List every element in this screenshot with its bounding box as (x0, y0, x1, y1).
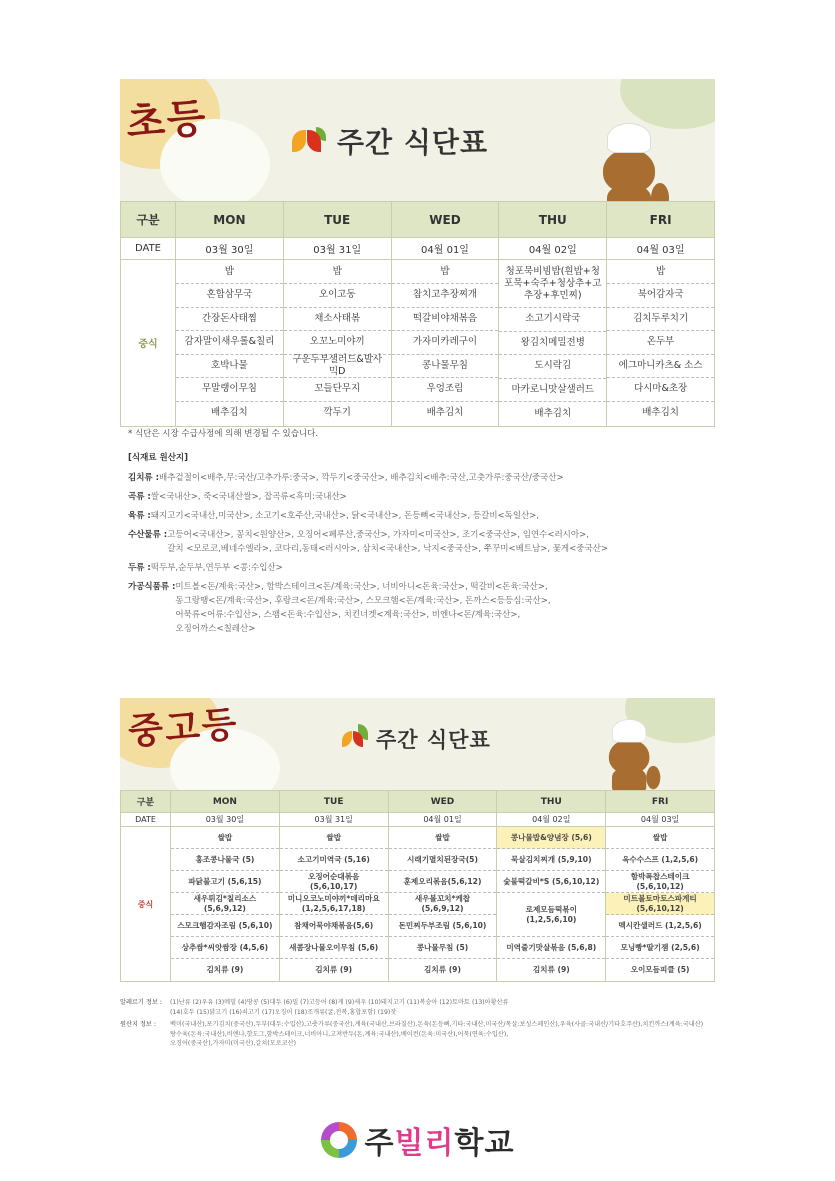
menu-logo (342, 724, 491, 754)
elementary-handwritten-label: 초등 (124, 94, 210, 147)
dish-item: 감자말이새우롤&칠리 (176, 331, 283, 355)
origin-detail: 돼지고기<국내산,미국산>, 소고기<호주산,국내산>, 닭<국내산>, 돈등뼈<국내산>, 등갈비<독일산>, (150, 511, 540, 521)
day-menu-cell (283, 260, 391, 427)
dish-item: 돈민찌두부조림 (5,6,10) (389, 915, 497, 937)
school-name-part: 빌리 (394, 1126, 455, 1161)
column-header: WED (388, 791, 497, 813)
dish-item: 혼합삼무국 (176, 284, 283, 308)
secondary-menu-table (120, 790, 715, 982)
dish-item: 새우튀김*칠리소스 (5,6,9,12) (171, 893, 279, 915)
menu-logo (292, 121, 488, 161)
school-name-part: 주 (364, 1126, 395, 1161)
dish-item: 묵살김치찌개 (5,9,10) (497, 849, 605, 871)
date-row (121, 238, 715, 260)
origin-detail: 배추겉절이<배추,무:국산/고추가루:중국>, 깍두기<중국산>, 배추김치<배추:국산,고춧가루:중국산/중국산> (159, 473, 564, 483)
dish-item: 미니오코노미야끼*데리마요(1,2,5,6,17,18) (280, 893, 388, 915)
dish-item: 오이모듬피클 (5) (630, 965, 690, 975)
dish-item: 김치류 (9) (532, 965, 570, 975)
dish-item: 오이고동 (284, 284, 391, 308)
dish-item: 마카로니맛살샐러드 (499, 379, 606, 403)
day-menu-cell (606, 827, 715, 982)
origin-row (128, 580, 708, 636)
dish-item: 에그마니카츠& 소스 (607, 355, 714, 379)
brand-ring-icon (321, 1122, 357, 1158)
dish-item: 미트볼토마토스파게티 (5,6,10,12) (606, 893, 714, 915)
dish-item: 배추김치 (426, 407, 464, 419)
lunch-row (121, 260, 715, 427)
elementary-notes (128, 427, 708, 641)
dish-item: 멕시칸샐러드 (1,2,5,6) (606, 915, 714, 937)
origin-detail: 떡두부,순두부,연두부 <콩:수입산> (150, 563, 283, 573)
date-cell: 04월 03일 (607, 238, 715, 260)
dish-item: 도시락김 (499, 355, 606, 379)
dish-item: 구운두부샐러드&발사믹D (284, 355, 391, 379)
origin-row (120, 1020, 715, 1049)
column-header: THU (499, 202, 607, 238)
origin-row (128, 490, 708, 504)
elementary-banner (120, 79, 715, 201)
dish-item: 호박나물 (176, 355, 283, 379)
dish-item: 밥 (607, 261, 714, 285)
dish-item: 참치고추장찌개 (392, 284, 499, 308)
elementary-menu-panel (120, 79, 715, 644)
day-menu-cell (279, 827, 388, 982)
page-title: 주간 식단표 (376, 728, 491, 752)
dish-item: 간장돈사태찜 (176, 308, 283, 332)
dish-item: 밥 (284, 261, 391, 285)
column-header: MON (176, 202, 284, 238)
dish-item: 함박폭찹스테이크 (5,6,10,12) (606, 871, 714, 893)
dish-item: 떡갈비야채볶음 (392, 308, 499, 332)
origin-row (128, 471, 708, 485)
allergy-row (120, 998, 715, 1017)
origin-category: 가공식품류 : (128, 582, 176, 592)
dish-item: 콩나물밥&양념장 (5,6) (497, 827, 605, 849)
dish-item: 새콤장나물오이무침 (5,6) (280, 937, 388, 959)
dish-item: 미역줄기맛살볶음 (5,6,8) (497, 937, 605, 959)
row-label: DATE (121, 238, 176, 260)
column-header: TUE (283, 202, 391, 238)
column-header: THU (497, 791, 606, 813)
origin-detail: 쌀<국내산>, 죽<국내산쌀>, 잡곡류<흑미:국내산> (150, 492, 347, 502)
dish-item: 쌀밥 (171, 827, 279, 849)
origin-category: 곡류 : (128, 492, 151, 502)
logo-leaf-icon (342, 731, 352, 747)
chef-bear-icon (595, 119, 675, 201)
allergy-label: 알레르기 정보 : (120, 999, 162, 1006)
origin-detail: 고등어<국내산>, 꽁치<원양산>, 오징어<페루산,중국산>, 가자미<미국산>, 조기<중국산>, 임연수<러시아>, 갈치 <모로코,베네수엘라>, 코다리,동태<러시아>, 삼치<국내산>, 낙지<중국산>, 쭈꾸미<베트남>, 꽃게<중국산> (167, 530, 609, 554)
secondary-banner (120, 698, 715, 790)
dish-item: 쌀밥 (606, 827, 714, 849)
dish-item: 온두부 (607, 331, 714, 355)
date-cell: 04월 01일 (388, 813, 497, 827)
date-row (121, 813, 715, 827)
row-label: DATE (121, 813, 171, 827)
dish-item: 오꼬노미야끼 (284, 331, 391, 355)
date-cell: 03월 31일 (283, 238, 391, 260)
day-menu-cell (497, 827, 606, 982)
column-header: 구분 (121, 791, 171, 813)
elementary-menu-table (120, 201, 715, 427)
table-header-row (121, 791, 715, 813)
table-header-row (121, 202, 715, 238)
dish-item: 가자미카레구이 (392, 331, 499, 355)
school-name (365, 1118, 515, 1162)
origin-detail: 백미(국내산),포기김치(중국산),두부(대두:수입산),고춧가루(중국산),계육(국내산,브라질산),돈육(돈등뼈,기타:국내산,미국산/목살:보성스페인산),우육(사골:국내산/기타호주산),치킨까스(계육:국내산) 탕수육(돈육:국내산),비엔나,핫도그,함박스테이크,너비아니,고져반두(돈,계육:국내산),베이컨(돈육:미국산),어묵(연육:수입산), 오징어(중국산),가자미(미국산),갈치(모로코산) (170, 1021, 704, 1047)
dish-item: 참채어묵야채볶음(5,6) (280, 915, 388, 937)
day-menu-cell (499, 260, 607, 427)
origin-category: 김치류 : (128, 473, 159, 483)
dish-item: 청포묵비빔밥(흰밥+청포묵+숙주+청상추+고추장+후민찌) (499, 260, 606, 308)
secondary-notes (120, 998, 715, 1052)
origin-row (128, 561, 708, 575)
column-header: FRI (607, 202, 715, 238)
school-name-part: 학교 (454, 1126, 515, 1161)
dish-item: 김치류 (9) (206, 965, 244, 975)
dish-item: 쌀밥 (389, 827, 497, 849)
day-menu-cell (391, 260, 499, 427)
dish-item: 상추쌈*씨앗쌈장 (4,5,6) (171, 937, 279, 959)
dish-item: 숯불떡갈비*S (5,6,10,12) (497, 871, 605, 893)
column-header: TUE (279, 791, 388, 813)
origin-category: 수산물류 : (128, 530, 168, 540)
date-cell: 04월 03일 (606, 813, 715, 827)
origin-category: 두류 : (128, 563, 151, 573)
dish-item: 홍조콩나물국 (5) (171, 849, 279, 871)
row-label: 중식 (121, 260, 176, 427)
column-header: 구분 (121, 202, 176, 238)
dish-item: 오징어순대볶음 (5,6,10,17) (280, 871, 388, 893)
dish-item: 김치류 (9) (315, 965, 353, 975)
lunch-row (121, 827, 715, 982)
secondary-handwritten-label: 중고등 (126, 703, 240, 753)
chef-bear-icon (603, 716, 665, 790)
dish-item: 채소사태볶 (284, 308, 391, 332)
dish-item: 무말랭이무침 (176, 378, 283, 402)
secondary-menu-panel (120, 698, 715, 1068)
dish-item: 옥수수스프 (1,2,5,6) (606, 849, 714, 871)
day-menu-cell (388, 827, 497, 982)
dish-item: 소고기미역국 (5,16) (280, 849, 388, 871)
menu-change-notice: * 식단은 시장 수급사정에 의해 변경될 수 있습니다. (128, 429, 319, 439)
origin-category: 육류 : (128, 511, 151, 521)
dish-item: 소고기시락국 (499, 308, 606, 332)
origin-row (128, 528, 708, 556)
dish-item: 쌀밥 (280, 827, 388, 849)
dish-item: 배추김치 (211, 407, 248, 419)
row-label: 중식 (121, 827, 171, 982)
dish-item: 모닝빵*딸기잼 (2,5,6) (606, 937, 714, 959)
dish-item: 우엉조림 (392, 378, 499, 402)
dish-item: 콩나물무침 (5) (389, 937, 497, 959)
column-header: MON (171, 791, 280, 813)
column-header: FRI (606, 791, 715, 813)
dish-item: 훈제오리볶음(5,6,12) (389, 871, 497, 893)
dish-item: 배추김치 (534, 407, 572, 419)
allergy-detail: (1)난류 (2)우유 (3)메밀 (4)땅콩 (5)대두 (6)밀 (7)고등어 (8)게 (9)새우 (10)돼지고기 (11)복숭아 (12)토마토 (13)아황산류 (14)호두 (15)닭고기 (16)쇠고기 (17)오징어 (18)조개류(굴,전복,홍합포함) (19)잣 (170, 999, 509, 1016)
column-header: WED (391, 202, 499, 238)
dish-item: 왕김치메밀전병 (499, 332, 606, 356)
day-menu-cell (607, 260, 715, 427)
dish-item: 시래기멸치된장국(5) (389, 849, 497, 871)
logo-leaf-icon (292, 130, 306, 152)
origin-section-title: [식재료 원산지] (128, 453, 188, 463)
dish-item: 다시마&초장 (607, 378, 714, 402)
dish-item: 스모크햄감자조림 (5,6,10) (171, 915, 279, 937)
dish-item: 북어감자국 (607, 284, 714, 308)
dish-item: 밥 (176, 261, 283, 285)
date-cell: 04월 02일 (499, 238, 607, 260)
dish-item: 새우볼꼬치*케찹 (5,6,9,12) (389, 893, 497, 915)
dish-item: 김치두루치기 (607, 308, 714, 332)
dish-item: 밥 (392, 261, 499, 285)
dish-item: 꼬들단무지 (284, 378, 391, 402)
page-title: 주간 식단표 (337, 126, 488, 159)
origin-row (128, 509, 708, 523)
date-cell: 03월 31일 (279, 813, 388, 827)
dish-item: 깍두기 (323, 407, 351, 419)
dish-item: 파닭불고기 (5,6,15) (171, 871, 279, 893)
day-menu-cell (171, 827, 280, 982)
dish-item: 김치류 (9) (424, 965, 461, 975)
dish-item: 콩나물무침 (392, 355, 499, 379)
date-cell: 04월 01일 (391, 238, 499, 260)
date-cell: 03월 30일 (171, 813, 280, 827)
dish-item: 배추김치 (642, 407, 679, 419)
day-menu-cell (176, 260, 284, 427)
dish-item: 로제모듬떡볶이 (1,2,5,6,10) (497, 893, 605, 937)
school-logo (0, 1118, 835, 1162)
origin-label: 원산지 정보 : (120, 1021, 156, 1028)
date-cell: 04월 02일 (497, 813, 606, 827)
origin-detail: 미트볼<돈/계육:국산>, 함박스테이크<돈/계육:국산>, 너비아니<돈육:국산>, 떡갈비<돈육:국산>, 동그랑땡<돈/계육:국산>, 후랑크<돈/계육:국산>, 스모크햄<돈/계육:국산>, 돈까스<등등심:국산>, 어묵류<어류:수입산>, 스팸<돈육:수입산>, 치킨너겟<계육:국산>, 비엔나<돈/계육:국산>, 오징어까스<칠레산> (175, 582, 551, 634)
date-cell: 03월 30일 (176, 238, 284, 260)
